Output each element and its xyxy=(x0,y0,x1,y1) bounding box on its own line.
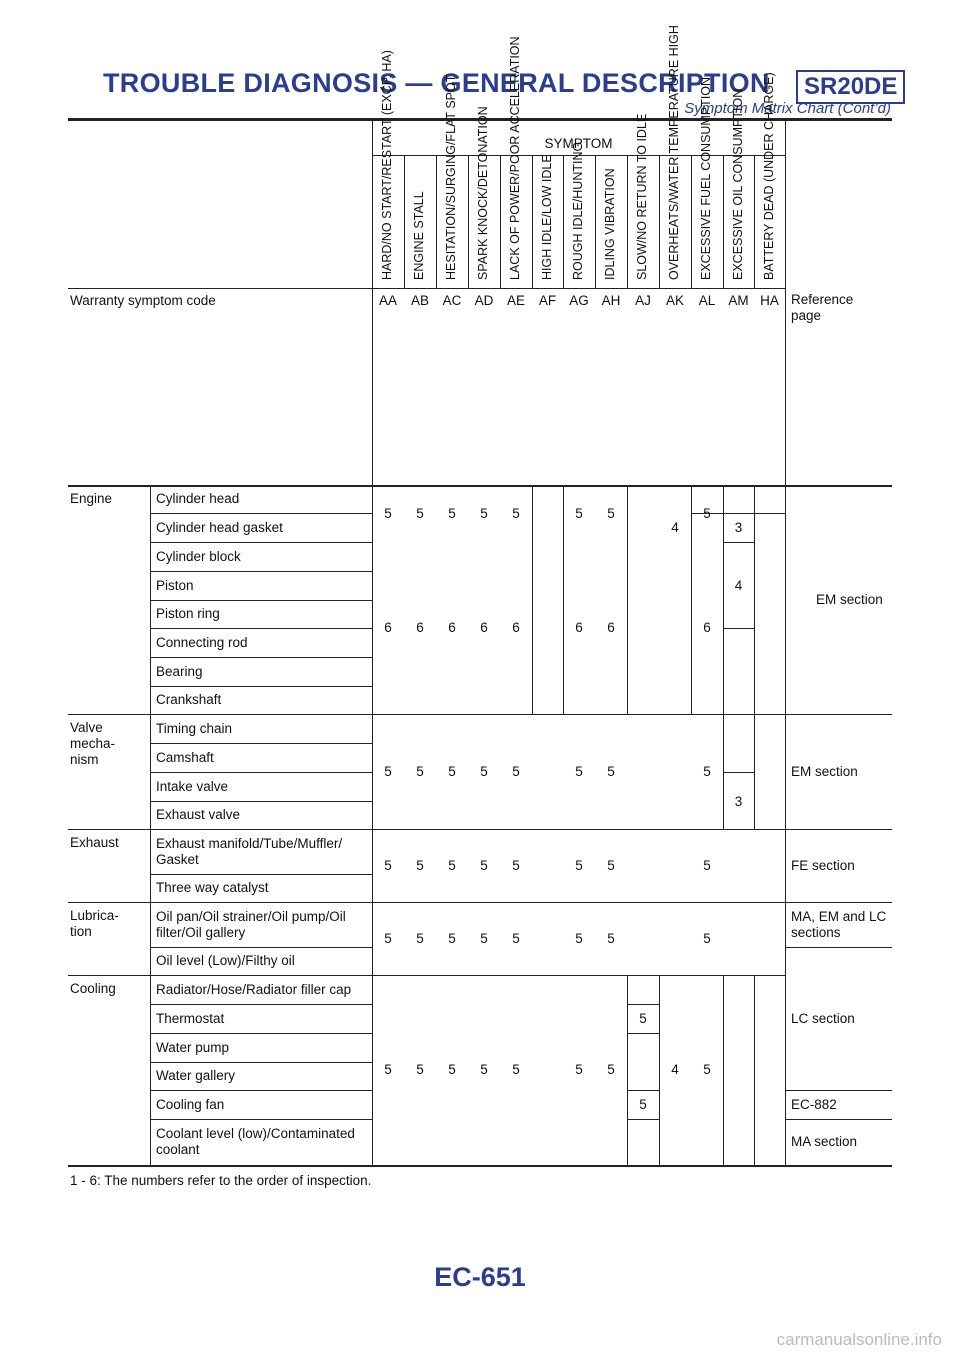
symptom-label: ROUGH IDLE/HUNTING xyxy=(571,141,585,280)
reference-cell: EM section xyxy=(791,764,858,779)
grid-line xyxy=(627,1004,659,1005)
reference-cell: EC-882 xyxy=(791,1097,837,1112)
value-cell: 6 xyxy=(448,620,456,635)
symptom-label: OVERHEATS/WATER TEMPERATURE HIGH xyxy=(667,25,681,280)
grid-line xyxy=(627,1033,659,1034)
item-label: Piston xyxy=(156,578,194,593)
item-label: Radiator/Hose/Radiator filler cap xyxy=(156,982,352,997)
value-cell: 5 xyxy=(384,858,392,873)
symptom-label: SPARK KNOCK/DETONATION xyxy=(476,106,490,280)
group-lubrication: Lubrica- tion xyxy=(70,908,119,939)
grid-line xyxy=(68,714,892,715)
value-cell: 6 xyxy=(480,620,488,635)
value-cell: 5 xyxy=(480,764,488,779)
value-cell: 3 xyxy=(734,794,743,809)
code-cell: AE xyxy=(506,293,525,308)
grid-line xyxy=(754,155,755,288)
code-cell: AA xyxy=(378,293,397,308)
item-label: Thermostat xyxy=(156,1011,225,1026)
value-cell: 6 xyxy=(384,620,392,635)
group-engine: Engine xyxy=(70,491,113,506)
grid-line xyxy=(691,155,692,288)
grid-line xyxy=(150,542,372,543)
code-cell: AC xyxy=(442,293,462,308)
grid-line xyxy=(68,288,785,289)
grid-line xyxy=(150,801,372,802)
reference-cell: EM section xyxy=(816,592,883,607)
grid-line xyxy=(785,947,892,948)
grid-line xyxy=(150,1119,372,1120)
code-cell: HA xyxy=(760,293,779,308)
item-label: Connecting rod xyxy=(156,635,248,650)
value-cell: 5 xyxy=(703,506,711,521)
value-cell: 5 xyxy=(607,1062,615,1077)
item-label: Water pump xyxy=(156,1040,230,1055)
value-cell: 5 xyxy=(416,506,424,521)
symptom-label: SLOW/NO RETURN TO IDLE xyxy=(635,113,649,280)
value-cell: 5 xyxy=(480,858,488,873)
symptom-label: HESITATION/SURGING/FLAT SPOT xyxy=(444,74,458,280)
item-label: Piston ring xyxy=(156,606,220,621)
item-label: Oil level (Low)/Filthy oil xyxy=(156,953,295,968)
grid-line xyxy=(627,975,628,1165)
value-cell: 5 xyxy=(512,764,520,779)
item-label: Water gallery xyxy=(156,1068,236,1083)
item-label: Exhaust manifold/Tube/Muffler/ Gasket xyxy=(156,836,343,867)
value-cell: 5 xyxy=(639,1097,647,1112)
code-cell: AD xyxy=(474,293,494,308)
grid-line xyxy=(150,874,372,875)
value-cell: 6 xyxy=(575,620,583,635)
grid-line xyxy=(723,975,724,1165)
symptom-label: BATTERY DEAD (UNDER CHARGE) xyxy=(762,72,776,280)
grid-line xyxy=(372,121,373,1166)
item-label: Timing chain xyxy=(156,721,233,736)
grid-line xyxy=(68,975,785,976)
grid-line xyxy=(754,486,755,829)
item-label: Bearing xyxy=(156,664,203,679)
item-label: Cylinder head xyxy=(156,491,240,506)
value-cell: 5 xyxy=(416,1062,424,1077)
grid-line xyxy=(785,1119,892,1120)
value-cell: 5 xyxy=(607,764,615,779)
item-label: Exhaust valve xyxy=(156,807,241,822)
grid-line xyxy=(68,829,892,830)
grid-line xyxy=(627,155,628,288)
grid-line xyxy=(150,628,372,629)
grid-line xyxy=(595,155,596,288)
grid-line xyxy=(532,155,533,288)
symptom-label: EXCESSIVE FUEL CONSUMPTION xyxy=(699,76,713,280)
reference-cell: LC section xyxy=(791,1011,855,1026)
symptom-label: EXCESSIVE OIL CONSUMPTION xyxy=(731,88,745,280)
group-exhaust: Exhaust xyxy=(70,835,119,850)
value-cell: 4 xyxy=(671,520,679,535)
grid-line xyxy=(68,1165,892,1167)
value-cell: 6 xyxy=(512,620,520,635)
grid-line xyxy=(723,486,724,829)
grid-line xyxy=(723,542,754,543)
symptom-label: IDLING VIBRATION xyxy=(603,168,617,280)
value-cell: 5 xyxy=(639,1011,647,1026)
code-cell: AF xyxy=(538,293,557,308)
item-label: Intake valve xyxy=(156,779,229,794)
value-cell: 5 xyxy=(703,764,711,779)
item-label: Three way catalyst xyxy=(156,880,269,895)
grid-line xyxy=(659,155,660,288)
item-label: Coolant level (low)/Contaminated coolant xyxy=(156,1126,355,1157)
code-cell: AL xyxy=(698,293,716,308)
value-cell: 5 xyxy=(416,764,424,779)
grid-line xyxy=(150,772,372,773)
page-title: TROUBLE DIAGNOSIS — GENERAL DESCRIPTION xyxy=(103,68,770,98)
grid-line xyxy=(150,1033,372,1034)
value-cell: 5 xyxy=(384,764,392,779)
item-label: Crankshaft xyxy=(156,692,222,707)
grid-line xyxy=(68,902,892,903)
code-cell: AJ xyxy=(635,293,651,308)
grid-line xyxy=(754,975,755,1165)
value-cell: 5 xyxy=(448,931,456,946)
reference-cell: MA, EM and LC sections xyxy=(791,909,887,940)
symptom-label: HIGH IDLE/LOW IDLE xyxy=(540,154,554,280)
value-cell: 5 xyxy=(512,1062,520,1077)
warranty-label: Warranty symptom code xyxy=(70,293,216,308)
code-cell: AM xyxy=(728,293,749,308)
value-cell: 5 xyxy=(607,858,615,873)
value-cell: 5 xyxy=(448,506,456,521)
grid-line xyxy=(723,772,754,773)
grid-line xyxy=(404,155,405,288)
value-cell: 5 xyxy=(448,1062,456,1077)
watermark: carmanualsonline.info xyxy=(776,1330,942,1349)
item-label: Camshaft xyxy=(156,750,214,765)
grid-line xyxy=(627,1090,659,1091)
value-cell: 5 xyxy=(512,506,520,521)
symptom-heading: SYMPTOM xyxy=(544,136,613,151)
grid-line xyxy=(150,486,151,1165)
grid-line xyxy=(150,743,372,744)
value-cell: 5 xyxy=(480,1062,488,1077)
item-label: Cooling fan xyxy=(156,1097,225,1112)
grid-line xyxy=(468,155,469,288)
grid-line xyxy=(68,485,892,487)
page-number: EC-651 xyxy=(434,1262,526,1292)
footnote: 1 - 6: The numbers refer to the order of inspection. xyxy=(70,1173,372,1188)
value-cell: 6 xyxy=(416,620,424,635)
value-cell: 5 xyxy=(416,931,424,946)
value-cell: 6 xyxy=(703,620,711,635)
grid-line xyxy=(150,657,372,658)
grid-line xyxy=(627,1119,659,1120)
grid-line xyxy=(150,686,372,687)
value-cell: 5 xyxy=(384,1062,392,1077)
grid-line xyxy=(563,155,564,288)
value-cell: 5 xyxy=(448,764,456,779)
value-cell: 3 xyxy=(734,520,743,535)
value-cell: 5 xyxy=(512,931,520,946)
value-cell: 5 xyxy=(512,858,520,873)
code-cell: AB xyxy=(410,293,429,308)
value-cell: 5 xyxy=(575,506,583,521)
grid-line xyxy=(723,155,724,288)
value-cell: 4 xyxy=(671,1062,679,1077)
grid-line xyxy=(532,486,533,714)
grid-line xyxy=(150,1062,372,1063)
grid-line xyxy=(785,121,786,1166)
code-cell: AG xyxy=(569,293,589,308)
value-cell: 5 xyxy=(703,1062,711,1077)
group-valve: Valve mecha- nism xyxy=(70,720,116,767)
grid-line xyxy=(150,1004,372,1005)
grid-line xyxy=(500,155,501,288)
reference-cell: MA section xyxy=(791,1134,858,1149)
item-label: Oil pan/Oil strainer/Oil pump/Oil filter/Oil gallery xyxy=(156,909,346,940)
grid-line xyxy=(150,571,372,572)
grid-line xyxy=(723,628,754,629)
value-cell: 5 xyxy=(703,931,711,946)
value-cell: 5 xyxy=(703,858,711,873)
symptom-label: LACK OF POWER/POOR ACCELERATION xyxy=(508,36,522,280)
value-cell: 5 xyxy=(575,1062,583,1077)
item-label: Cylinder head gasket xyxy=(156,520,283,535)
reference-cell: FE section xyxy=(791,858,855,873)
value-cell: 5 xyxy=(607,506,615,521)
value-cell: 5 xyxy=(607,931,615,946)
grid-line xyxy=(150,1090,372,1091)
value-cell: 4 xyxy=(734,578,743,593)
group-cooling: Cooling xyxy=(70,981,116,996)
value-cell: 5 xyxy=(480,931,488,946)
code-cell: AK xyxy=(665,293,684,308)
engine-code-badge: SR20DE xyxy=(796,70,905,104)
code-cell: AH xyxy=(601,293,621,308)
value-cell: 5 xyxy=(384,931,392,946)
value-cell: 5 xyxy=(575,764,583,779)
grid-line xyxy=(785,1090,892,1091)
reference-heading: Reference page xyxy=(791,292,854,323)
page-subtitle: Symptom Matrix Chart (Cont’d) xyxy=(684,100,891,117)
value-cell: 5 xyxy=(448,858,456,873)
grid-line xyxy=(150,947,372,948)
item-label: Cylinder block xyxy=(156,549,241,564)
value-cell: 6 xyxy=(607,620,615,635)
value-cell: 5 xyxy=(384,506,392,521)
value-cell: 5 xyxy=(480,506,488,521)
grid-line xyxy=(150,600,372,601)
grid-line xyxy=(150,513,372,514)
value-cell: 5 xyxy=(575,931,583,946)
value-cell: 5 xyxy=(416,858,424,873)
value-cell: 5 xyxy=(575,858,583,873)
symptom-label: HARD/NO START/RESTART (EXCP. HA) xyxy=(380,50,394,280)
symptom-label: ENGINE STALL xyxy=(412,191,426,280)
grid-line xyxy=(627,486,628,714)
grid-line xyxy=(436,155,437,288)
